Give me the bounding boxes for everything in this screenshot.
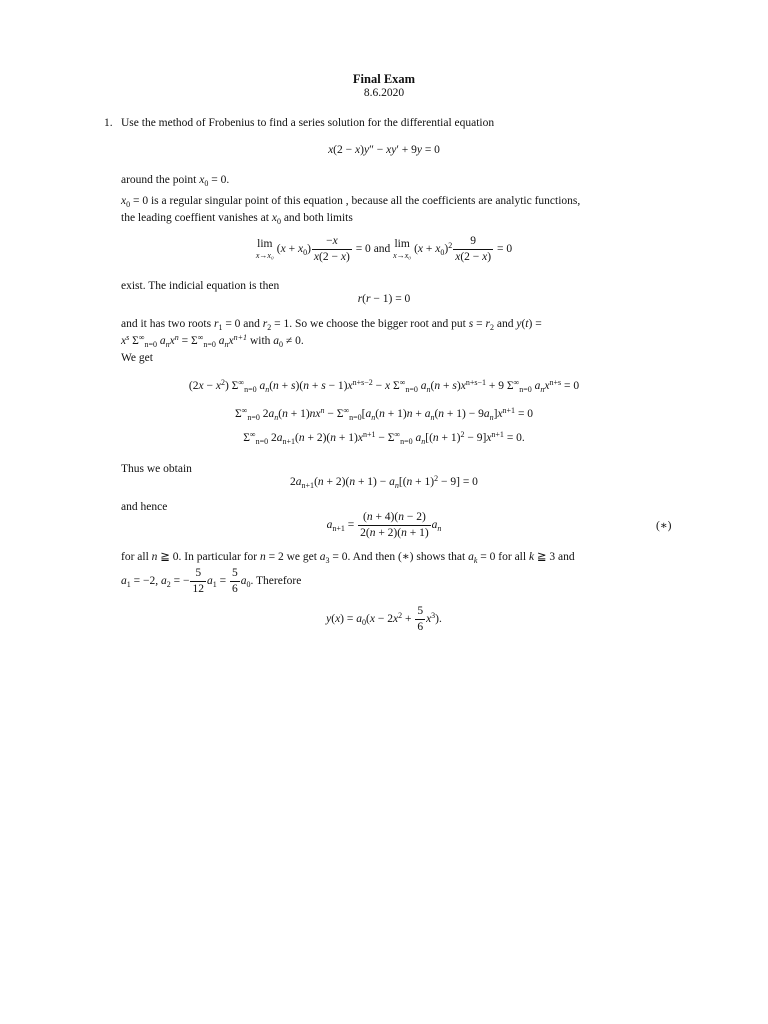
therefore-text: Therefore: [256, 575, 302, 588]
problem-number: 1.: [104, 117, 113, 129]
around-point-text: around the point $x_0 = 0$.: [121, 174, 230, 188]
differential-equation: x(2 − x)y″ − xy′ + 9y = 0: [328, 144, 440, 156]
series-step-equation-1: $\Sigma^\infty_{n=0}$ $2a_n(n + 1)nx^n - \Sigma^\infty_{n=0}[a_n(n + 1)n + a_n(n + 1) - 9a_n]x^{n+1} = 0$: [234, 406, 534, 422]
recursion-equation: $a_{n+1}$ = $\frac{(n + 4)(n - 2)}{2(n + 2)(n + 1)}$ $a_n$: [326, 511, 442, 539]
problem-statement: Use the method of Frobenius to find a series solution for the differential equation: [121, 117, 495, 129]
limits-and: and: [373, 243, 391, 256]
and-hence-text: and hence: [121, 501, 168, 513]
coefficient-relation-equation: $2a_{n+1}(n + 2)(n + 1) - a_n[(n + 1)^2 - 9] = 0$: [290, 474, 478, 490]
exam-title: Final Exam: [352, 72, 416, 86]
particular-case-text: for all n ≧ 0. In particular for n = 2 we get $a_3 = 0$. And then (∗) shows that $a_k = 0$ for all k ≧ 3 and $a_1 = -2$, $a_2$ = − $\frac{5}{12}$ $a_1$ = $\frac{5}{6}$ $a_0$. Therefore: [121, 551, 575, 595]
regular-singular-text: $x_0 = 0$ is a regular singular point of this equation , because all the coefficients are analytic functions, the leading coeffient vanishes at $x_0$ and both limits: [121, 195, 581, 226]
roots-text: and it has two roots $r_1 = 0$ and $r_2 = 1$. So we choose the bigger root and put $s = r_2$ and y(t) = $x^s$ $\Sigma^\infty_{n=0}$ $a_nx^n = \Sigma^\infty_{n=0}$ $a_nx^{n+1}$ with $a_0 \ne 0$. We get: [121, 318, 542, 364]
exist-text: exist. The indicial equation is then: [121, 280, 280, 292]
series-substitution-equation: $(2x - x^2)$ $\Sigma^\infty_{n=0}$ $a_n(n + s)(n + s - 1)x^{n+s-2} - x$ $\Sigma^\infty_{n=0}$ $a_n(n + s)x^{n+s-1} + 9$ $\Sigma^\infty_{n=0}$ $a_nx^{n+s} = 0$: [188, 378, 580, 394]
we-get-text: We get: [121, 352, 153, 364]
thus-obtain-text: Thus we obtain: [121, 463, 192, 475]
limits-equation: lim x→x₀ $(x + x_0)$ $\frac{-x}{x(2 - x)}$ = 0 and lim x→x₀ $(x + x_0)^2$ $\frac{9}{x(2 - x)}$ = 0: [255, 235, 513, 263]
exam-date: 8.6.2020: [363, 87, 405, 99]
series-step-equation-2: $\Sigma^\infty_{n=0}$ $2a_{n+1}(n + 2)(n + 1)x^{n+1} - \Sigma^\infty_{n=0}$ $a_n[(n + 1)^2 - 9]x^{n+1} = 0$.: [243, 430, 525, 446]
recursion-tag: (∗): [656, 520, 672, 532]
indicial-equation: r(r − 1) = 0: [357, 293, 411, 305]
final-solution-equation: $y(x) = a_0(x - 2x^2$ + $\frac{5}{6}$ $x^3$).: [326, 605, 442, 633]
